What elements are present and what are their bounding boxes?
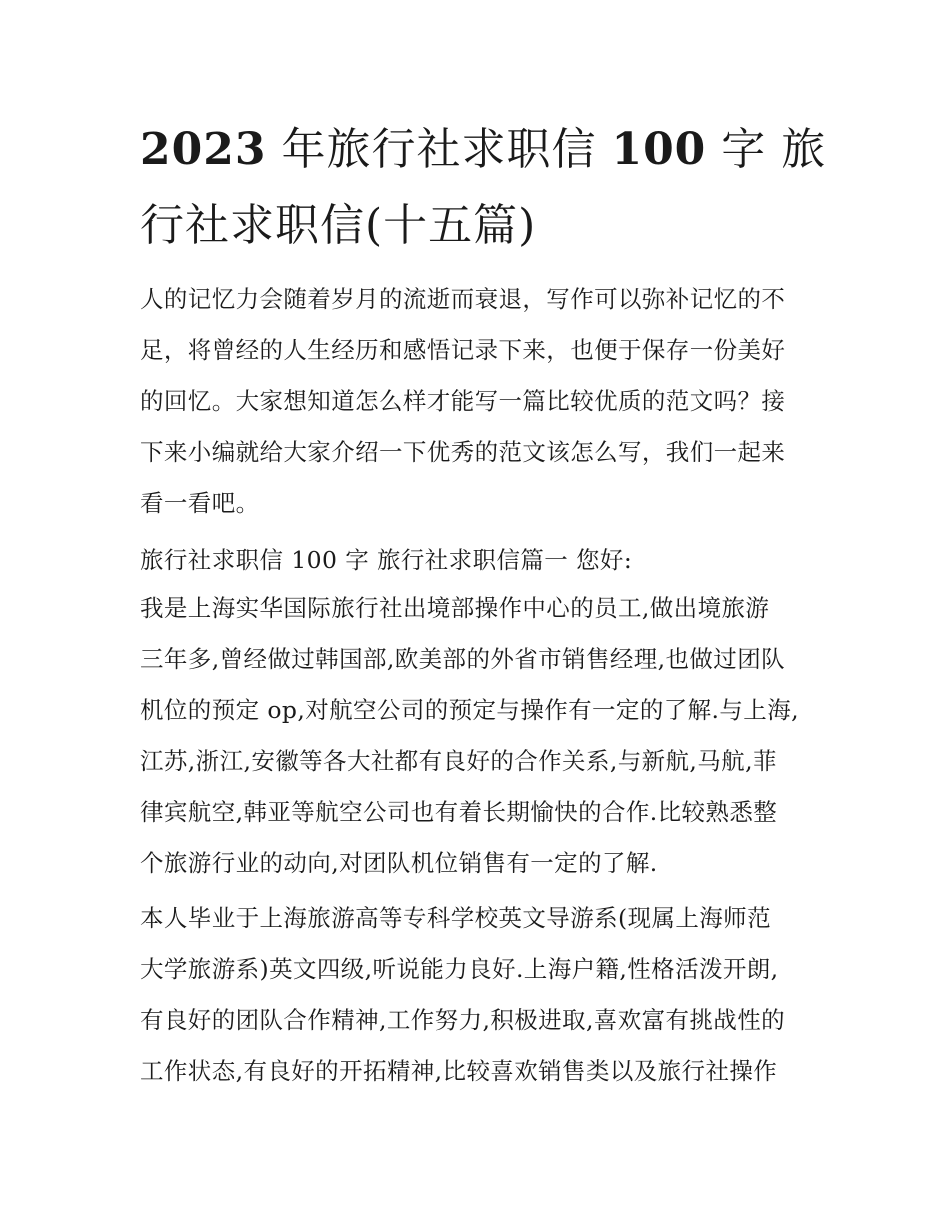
text-line: 工作状态,有良好的开拓精神,比较喜欢销售类以及旅行社操作 — [140, 1057, 778, 1085]
text-line: 足，将曾经的人生经历和感悟记录下来，也便于保存一份美好 — [140, 336, 786, 364]
document-page — [140, 112, 827, 1097]
text-line: 三年多,曾经做过韩国部,欧美部的外省市销售经理,也做过团队 — [140, 645, 786, 673]
intro-paragraph — [140, 274, 812, 529]
title-line-2: 行社求职信(十五篇) — [140, 200, 537, 251]
text-line: 个旅游行业的动向,对团队机位销售有一定的了解. — [140, 849, 658, 877]
document-body — [140, 274, 812, 1097]
text-line: 我是上海实华国际旅行社出境部操作中心的员工,做出境旅游 — [140, 594, 770, 622]
title-year: 2023 — [140, 124, 267, 175]
body-paragraph-1 — [140, 583, 812, 889]
text-line: 本人毕业于上海旅游高等专科学校英文导游系(现属上海师范 — [140, 904, 771, 932]
text-line: 江苏,浙江,安徽等各大社都有良好的合作关系,与新航,马航,菲 — [140, 747, 777, 775]
text-line: 下来小编就给大家介绍一下优秀的范文该怎么写，我们一起来 — [140, 438, 786, 466]
document-title — [140, 112, 827, 264]
title-text-b: 字 旅 — [706, 124, 827, 175]
title-text-a: 年旅行社求职信 — [266, 124, 612, 175]
text-line: 有良好的团队合作精神,工作努力,积极进取,喜欢富有挑战性的 — [140, 1006, 786, 1034]
title-number: 100 — [611, 124, 707, 175]
text-line: 人的记忆力会随着岁月的流逝而衰退，写作可以弥补记忆的不 — [140, 285, 786, 313]
title-line-1 — [140, 112, 827, 188]
text-line: 机位的预定 op,对航空公司的预定与操作有一定的了解.与上海, — [140, 696, 799, 724]
text-line: 律宾航空,韩亚等航空公司也有着长期愉快的合作.比较熟悉整 — [140, 798, 778, 826]
text-line: 的回忆。大家想知道怎么样才能写一篇比较优质的范文吗？接 — [140, 387, 786, 415]
text-line: 大学旅游系)英文四级,听说能力良好.上海户籍,性格活泼开朗, — [140, 955, 779, 983]
body-paragraph-2 — [140, 893, 812, 1097]
section-heading: 旅行社求职信 100 字 旅行社求职信篇一 您好: — [140, 546, 633, 574]
text-line: 看一看吧。 — [140, 489, 260, 517]
